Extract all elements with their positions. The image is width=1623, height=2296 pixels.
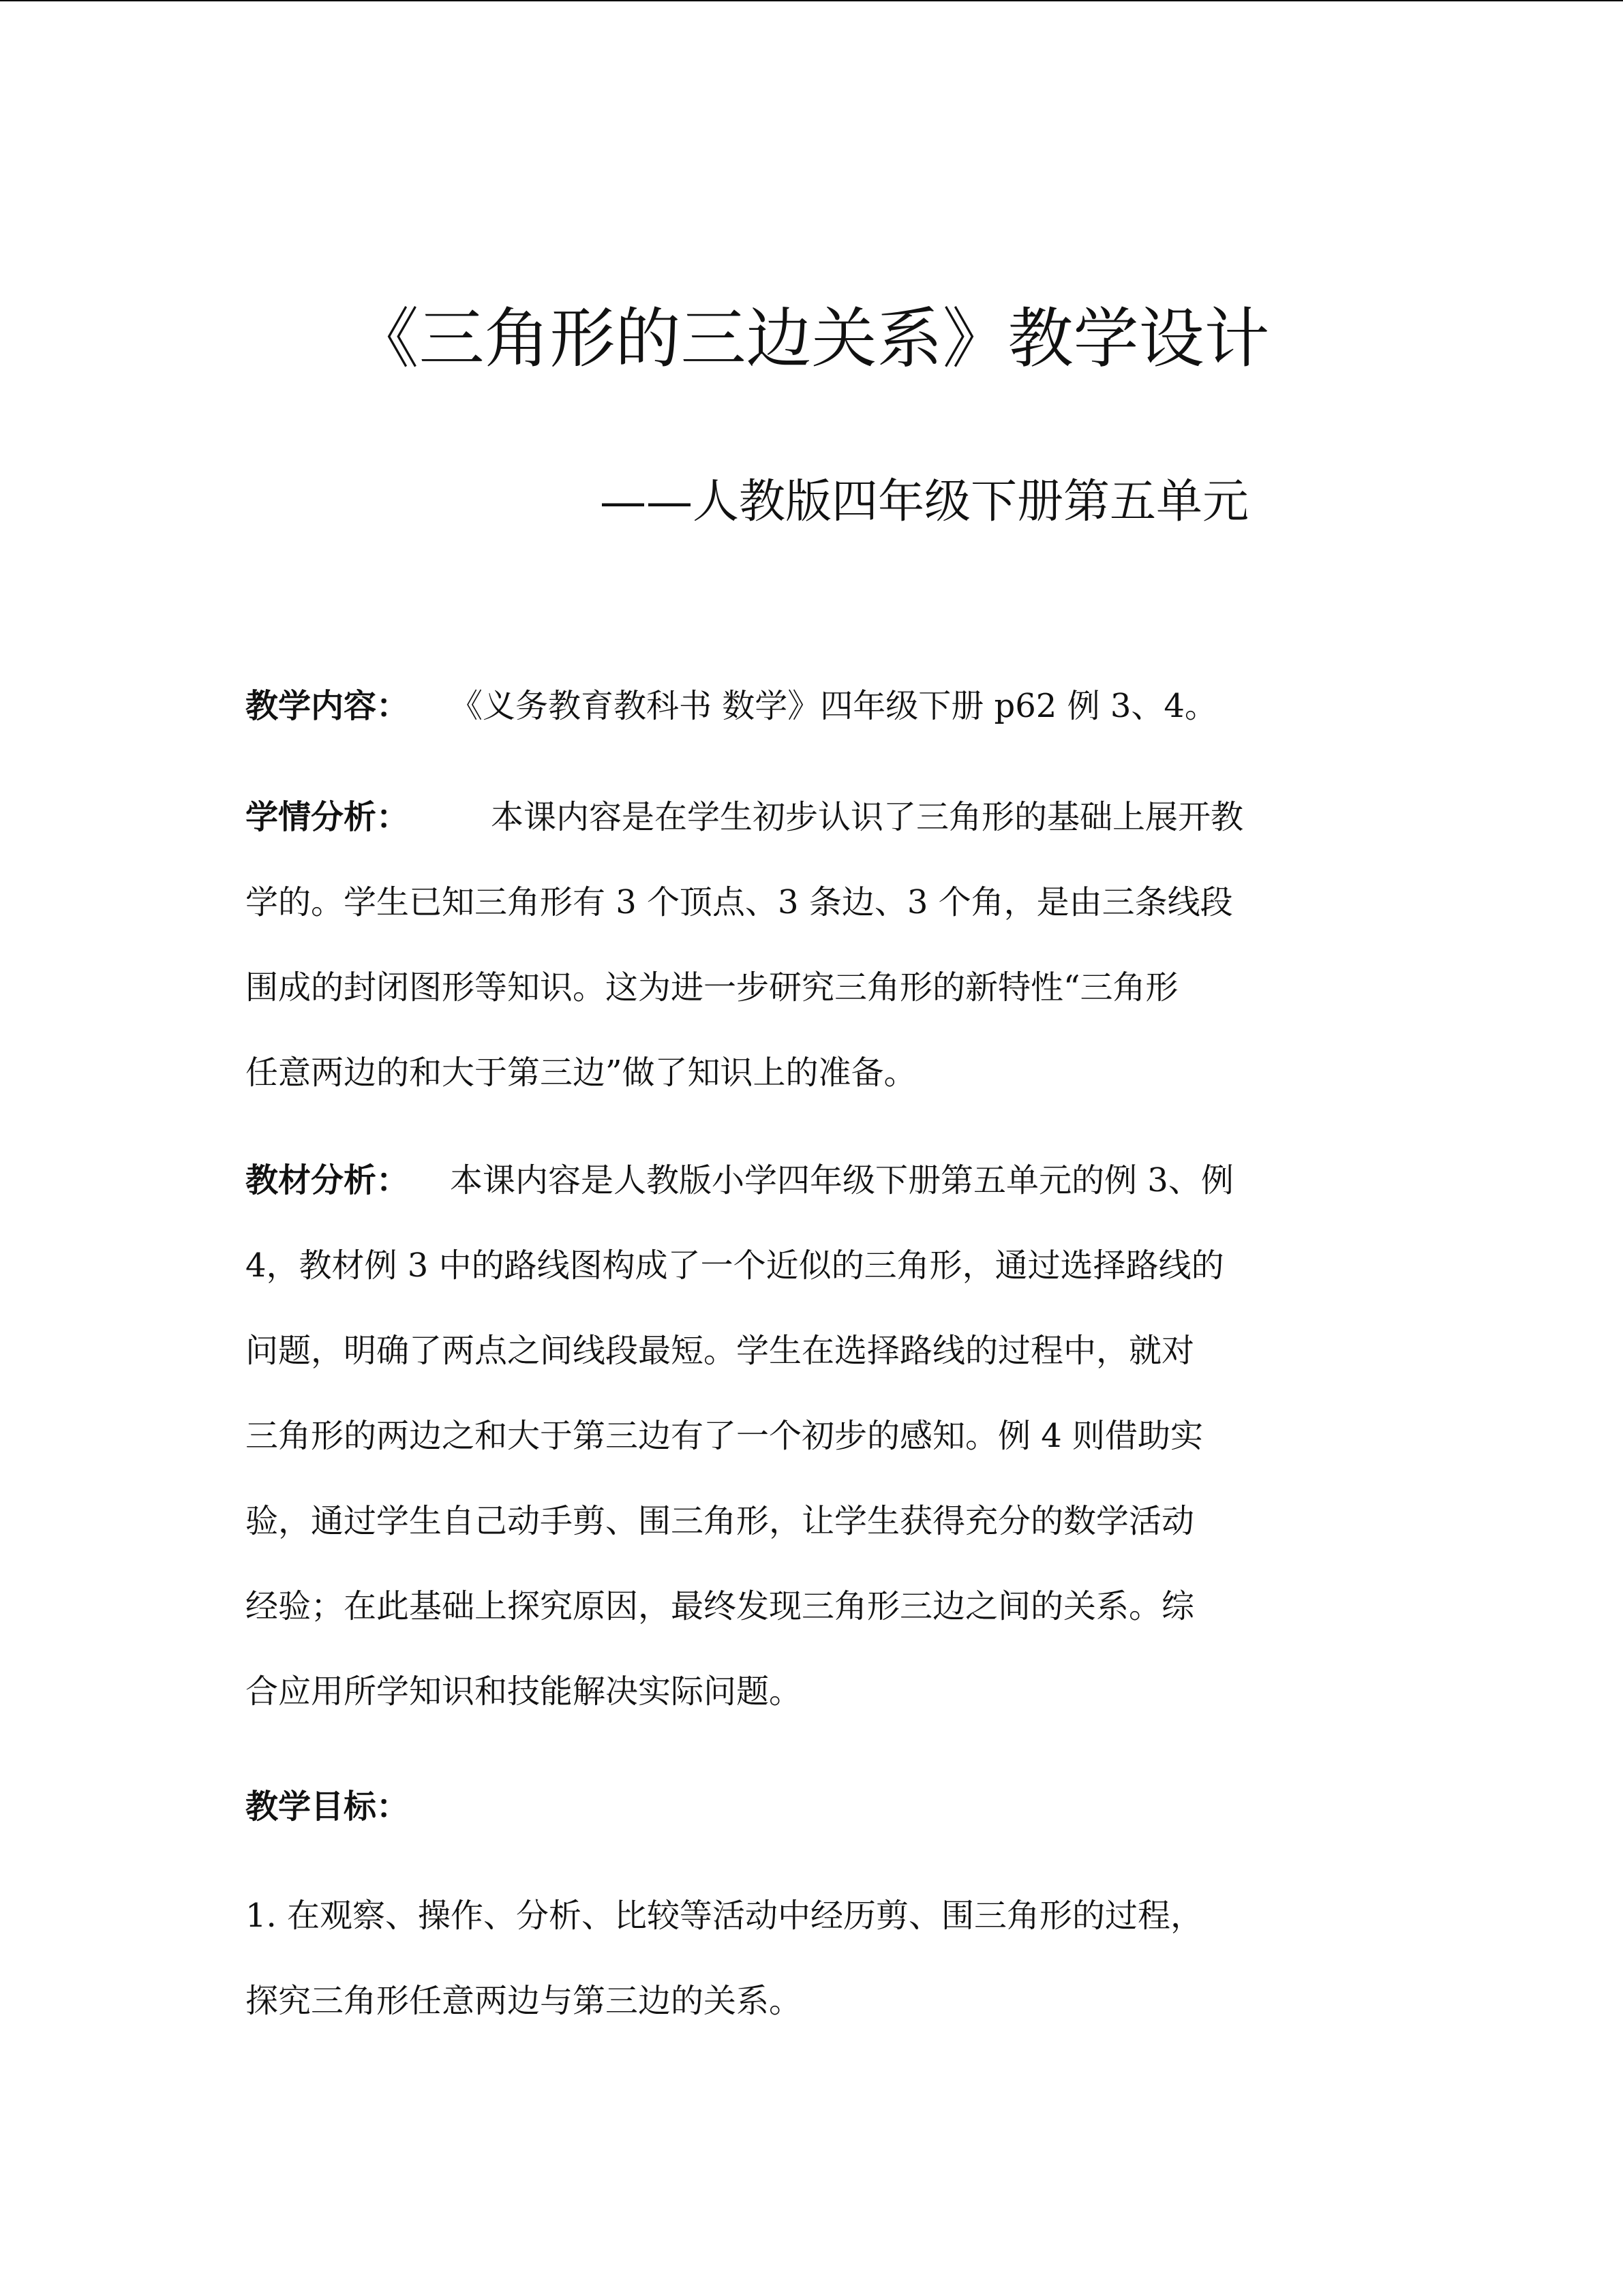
section-student-analysis bbox=[245, 775, 1384, 1116]
paragraph-line: 三角形的两边之和大于第三边有了一个初步的感知。例 4 则借助实 bbox=[245, 1417, 1204, 1455]
section-teaching-objectives bbox=[245, 1764, 1384, 1850]
paragraph-line: 1. 在观察、操作、分析、比较等活动中经历剪、围三角形的过程， bbox=[245, 1897, 1204, 1935]
section-label: 教学目标： bbox=[245, 1788, 410, 1826]
section-label: 学情分析： bbox=[245, 798, 410, 836]
section-label: 教学内容： bbox=[245, 687, 410, 725]
paragraph-line: 经验；在此基础上探究原因，最终发现三角形三边之间的关系。综 bbox=[245, 1587, 1195, 1625]
section-teaching-content bbox=[245, 664, 1384, 749]
document-subtitle: ——人教版四年级下册第五单元 bbox=[600, 475, 1249, 529]
paragraph-line: 本课内容是人教版小学四年级下册第五单元的例 3、例 bbox=[450, 1161, 1234, 1199]
objective-item bbox=[245, 1873, 1384, 2044]
paragraph-line: 探究三角形任意两边与第三边的关系。 bbox=[245, 1982, 802, 2020]
section-label: 教材分析： bbox=[245, 1161, 410, 1199]
paragraph-line: 合应用所学知识和技能解决实际问题。 bbox=[245, 1672, 802, 1711]
section-material-analysis bbox=[245, 1138, 1384, 1734]
paragraph-line: 《义务教育教科书 数学》四年级下册 p62 例 3、4。 bbox=[450, 687, 1217, 725]
document-title: 《三角形的三边关系》教学设计 bbox=[353, 301, 1270, 377]
paragraph-line: 任意两边的和大于第三边”做了知识上的准备。 bbox=[245, 1054, 917, 1092]
paragraph-line: 4，教材例 3 中的路线图构成了一个近似的三角形，通过选择路线的 bbox=[245, 1246, 1224, 1285]
paragraph-line: 学的。学生已知三角形有 3 个顶点、3 条边、3 个角，是由三条线段 bbox=[245, 883, 1233, 921]
paragraph-line: 本课内容是在学生初步认识了三角形的基础上展开教 bbox=[491, 798, 1244, 836]
paragraph-line: 围成的封闭图形等知识。这为进一步研究三角形的新特性“三角形 bbox=[245, 968, 1179, 1007]
paragraph-line: 验，通过学生自己动手剪、围三角形，让学生获得充分的数学活动 bbox=[245, 1502, 1195, 1540]
paragraph-line: 问题，明确了两点之间线段最短。学生在选择路线的过程中，就对 bbox=[245, 1332, 1195, 1370]
